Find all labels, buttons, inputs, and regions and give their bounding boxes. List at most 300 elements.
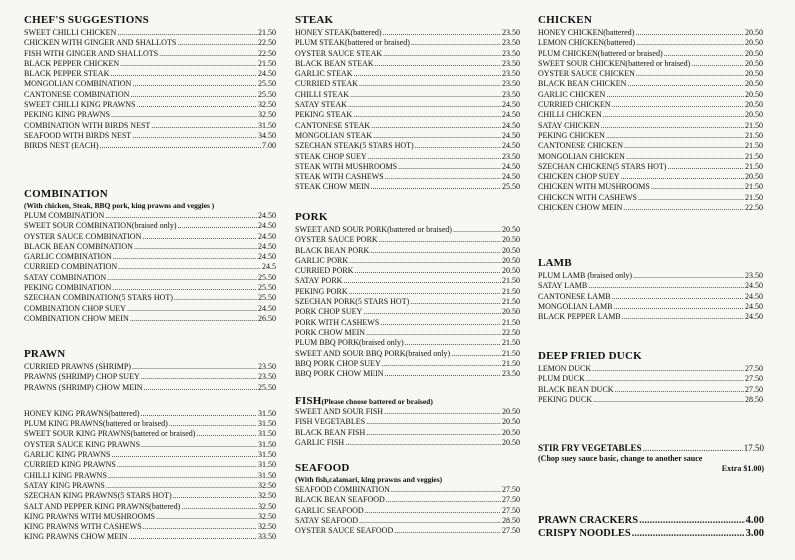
item-name: OYSTER SAUCE PORK bbox=[295, 235, 378, 245]
item-price: 31.50 bbox=[258, 419, 276, 429]
item-name: PLUM CHICKEN(battered or braised) bbox=[538, 48, 663, 58]
item-name: LEMON DUCK bbox=[538, 364, 592, 373]
item-price: 23.50 bbox=[502, 89, 520, 99]
steak-section bbox=[295, 14, 520, 193]
menu-item bbox=[24, 532, 276, 542]
item-name: SZECHAN KING PRAWNS(5 STARS HOT) bbox=[24, 491, 172, 501]
menu-item bbox=[538, 203, 763, 213]
item-name: CHILLI CHICKEN bbox=[538, 110, 602, 120]
item-price: 27.50 bbox=[502, 485, 520, 494]
item-price: 4.00 bbox=[745, 515, 764, 526]
item-name: CANTONESE STEAK bbox=[295, 120, 371, 130]
menu-item bbox=[295, 110, 520, 120]
prawn-section bbox=[24, 348, 276, 543]
menu-item bbox=[538, 152, 763, 162]
leader-dots bbox=[144, 383, 257, 393]
menu-list bbox=[295, 407, 520, 448]
menu-item bbox=[295, 407, 520, 417]
leader-dots bbox=[130, 314, 257, 324]
menu-item bbox=[24, 362, 276, 372]
leader-dots bbox=[391, 485, 501, 495]
menu-item bbox=[538, 312, 763, 322]
item-name: BLACK PEPPER STEAK bbox=[24, 69, 110, 79]
item-price: 24.50 bbox=[745, 312, 763, 322]
menu-item bbox=[295, 328, 520, 338]
leader-dots bbox=[365, 506, 501, 516]
item-name: GARLIC FISH bbox=[295, 437, 345, 447]
item-price: 24.50 bbox=[502, 161, 520, 171]
menu-item bbox=[295, 225, 520, 235]
menu-item bbox=[538, 271, 763, 281]
menu-item bbox=[538, 443, 764, 454]
leader-dots bbox=[174, 293, 257, 303]
item-name: CHICKCN WITH CASHEWS bbox=[538, 192, 637, 202]
leader-dots bbox=[132, 362, 257, 372]
menu-item bbox=[538, 100, 763, 110]
item-name: SATAY STEAK bbox=[295, 100, 347, 110]
leader-dots bbox=[118, 262, 261, 272]
menu-item bbox=[295, 152, 520, 162]
menu-item bbox=[295, 90, 520, 100]
item-price: 24.50 bbox=[745, 281, 763, 291]
item-price: 26.50 bbox=[258, 313, 276, 323]
item-name: PLUM STEAK(battered or braised) bbox=[295, 38, 410, 48]
leader-dots bbox=[651, 182, 744, 192]
leader-dots bbox=[627, 79, 744, 89]
item-name: SATAY KING PRAWNS bbox=[24, 480, 105, 490]
leader-dots bbox=[451, 349, 501, 359]
leader-dots bbox=[410, 297, 501, 307]
item-price: 21.50 bbox=[745, 192, 763, 202]
item-name: SWEET CHILLI KING PRAWNS bbox=[24, 100, 136, 110]
item-price: 31.50 bbox=[258, 450, 276, 460]
menu-item bbox=[538, 141, 763, 151]
item-price: 27.50 bbox=[502, 526, 520, 536]
item-price: 25.50 bbox=[258, 283, 276, 293]
item-name: FISH WITH GINGER AND SHALLOTS bbox=[24, 48, 159, 58]
leader-dots bbox=[593, 395, 744, 405]
item-price: 21.50 bbox=[502, 338, 520, 348]
menu-item bbox=[24, 232, 276, 242]
item-price: 24.50 bbox=[258, 69, 276, 79]
item-price: 34.50 bbox=[258, 130, 276, 140]
menu-item bbox=[24, 28, 276, 38]
menu-item bbox=[295, 297, 520, 307]
menu-item bbox=[538, 302, 763, 312]
spacer bbox=[24, 393, 276, 409]
leader-dots bbox=[159, 49, 257, 59]
item-price: 23.50 bbox=[502, 38, 520, 48]
menu-item bbox=[24, 242, 276, 252]
item-name: OYSTER SAUCE KING PRAWNS bbox=[24, 439, 141, 449]
item-name: SZECHAN COMBINATION(5 STARS HOT) bbox=[24, 293, 173, 303]
item-price: 21.50 bbox=[502, 297, 520, 307]
item-price: 21.50 bbox=[745, 120, 763, 130]
menu-item bbox=[538, 59, 763, 69]
section-title: DEEP FRIED DUCK bbox=[538, 350, 642, 362]
leader-dots bbox=[375, 59, 501, 69]
item-name: OYSTER SAUCE STEAK bbox=[295, 48, 383, 58]
leader-dots bbox=[132, 79, 257, 89]
item-price: 21.50 bbox=[745, 161, 763, 171]
item-name bbox=[538, 443, 642, 454]
leader-dots bbox=[196, 429, 257, 439]
leader-dots bbox=[113, 252, 257, 262]
leader-dots bbox=[639, 514, 745, 527]
item-name: COMBINATION CHOW MEIN bbox=[24, 313, 129, 323]
leader-dots bbox=[169, 419, 257, 429]
item-price: 32.50 bbox=[258, 491, 276, 501]
menu-item bbox=[24, 429, 276, 439]
menu-item bbox=[295, 121, 520, 131]
extras-section bbox=[538, 514, 764, 540]
item-price: 25.50 bbox=[258, 293, 276, 303]
stir-fry-section bbox=[538, 443, 764, 474]
item-price: 33.50 bbox=[258, 532, 276, 542]
leader-dots bbox=[141, 440, 257, 450]
item-name: CHILLI KING PRAWNS bbox=[24, 470, 107, 480]
section-title: COMBINATION bbox=[24, 188, 108, 200]
item-price: 24.50 bbox=[502, 110, 520, 120]
menu-list bbox=[24, 362, 276, 393]
menu-item bbox=[538, 49, 763, 59]
menu-list bbox=[295, 225, 520, 379]
item-price: 24.50 bbox=[502, 141, 520, 151]
menu-item bbox=[24, 304, 276, 314]
item-name: HONEY STEAK(battered) bbox=[295, 28, 382, 37]
menu-list bbox=[538, 28, 763, 213]
item-price: 20.50 bbox=[502, 407, 520, 416]
item-name: BLACK PEPPER LAMB bbox=[538, 312, 621, 322]
leader-dots bbox=[349, 287, 501, 297]
item-price: 28.50 bbox=[745, 394, 763, 404]
item-name: COMBINATION CHOP SUEY bbox=[24, 303, 126, 313]
menu-item bbox=[538, 79, 763, 89]
menu-item bbox=[538, 385, 763, 395]
item-price: 23.50 bbox=[502, 79, 520, 89]
leader-dots bbox=[373, 131, 501, 141]
leader-dots bbox=[353, 110, 501, 120]
item-name: CANTONESE LAMB bbox=[538, 291, 611, 301]
item-price: 20.50 bbox=[502, 245, 520, 255]
item-price: 20.50 bbox=[502, 255, 520, 265]
item-price: 32.50 bbox=[258, 511, 276, 521]
menu-item bbox=[24, 372, 276, 382]
item-name: PLUM DUCK bbox=[538, 374, 585, 384]
menu-item bbox=[295, 428, 520, 438]
leader-dots bbox=[411, 38, 501, 48]
leader-dots bbox=[691, 59, 744, 69]
menu-item bbox=[24, 69, 276, 79]
item-name: BLACK BEAN PORK bbox=[295, 245, 370, 255]
item-name: PEKING CHICKEN bbox=[538, 130, 605, 140]
item-price: 21.50 bbox=[745, 151, 763, 161]
leader-dots bbox=[110, 69, 257, 79]
item-price: 21.50 bbox=[502, 276, 520, 286]
item-price: 24.5 bbox=[262, 262, 276, 272]
menu-item bbox=[295, 235, 520, 245]
menu-item bbox=[24, 471, 276, 481]
item-price: 17.50 bbox=[743, 443, 764, 453]
leader-dots bbox=[664, 49, 744, 59]
leader-dots bbox=[130, 90, 257, 100]
item-name: CURRIED COMBINATION bbox=[24, 262, 118, 272]
menu-item bbox=[538, 395, 763, 405]
item-price: 31.50 bbox=[258, 429, 276, 439]
leader-dots bbox=[141, 372, 257, 382]
menu-item bbox=[538, 131, 763, 141]
leader-dots bbox=[382, 359, 501, 369]
item-name: KING PRAWNS WITH MUSHROOMS bbox=[24, 511, 155, 521]
leader-dots bbox=[366, 328, 501, 338]
item-price: 20.50 bbox=[745, 58, 763, 68]
menu-item bbox=[295, 182, 520, 192]
menu-item bbox=[295, 59, 520, 69]
duck-section bbox=[538, 350, 763, 405]
menu-list bbox=[538, 514, 764, 540]
item-price: 23.50 bbox=[745, 271, 763, 280]
leader-dots bbox=[127, 304, 257, 314]
item-price: 22.50 bbox=[745, 203, 763, 213]
leader-dots bbox=[173, 491, 257, 501]
menu-item bbox=[295, 28, 520, 38]
item-name: PEKING KING PRAWNS bbox=[24, 110, 111, 120]
item-price: 23.50 bbox=[502, 48, 520, 58]
leader-dots bbox=[384, 407, 501, 417]
menu-item bbox=[295, 256, 520, 266]
menu-item bbox=[538, 514, 764, 527]
item-name: STEAK CHOW MEIN bbox=[295, 182, 370, 192]
item-name: SWEET AND SOUR PORK(battered or braised) bbox=[295, 225, 452, 234]
menu-item bbox=[295, 172, 520, 182]
item-price: 23.50 bbox=[502, 58, 520, 68]
leader-dots bbox=[622, 312, 744, 322]
menu-item bbox=[24, 79, 276, 89]
combination-section bbox=[24, 188, 276, 324]
item-price: 23.50 bbox=[502, 369, 520, 379]
item-price: 32.50 bbox=[258, 501, 276, 511]
item-price: 24.50 bbox=[502, 172, 520, 182]
leader-dots bbox=[177, 38, 257, 48]
menu-list bbox=[538, 364, 763, 405]
item-price: 21.50 bbox=[258, 58, 276, 68]
leader-dots bbox=[638, 193, 744, 203]
leader-dots bbox=[354, 266, 501, 276]
menu-item bbox=[538, 182, 763, 192]
leader-dots bbox=[349, 256, 501, 266]
item-price: 20.50 bbox=[745, 48, 763, 58]
item-price: 20.50 bbox=[502, 235, 520, 245]
item-price: 23.50 bbox=[502, 28, 520, 37]
item-price: 25.50 bbox=[502, 182, 520, 192]
item-name: CURRIED CHICKEN bbox=[538, 100, 611, 110]
leader-dots bbox=[606, 90, 744, 100]
item-price: 24.50 bbox=[745, 291, 763, 301]
item-name: STEAK WITH CASHEWS bbox=[295, 172, 384, 182]
menu-item bbox=[538, 28, 763, 38]
menu-item bbox=[295, 69, 520, 79]
leader-dots bbox=[394, 526, 501, 536]
leader-dots bbox=[386, 495, 501, 505]
item-name: MONGOLIAN STEAK bbox=[295, 130, 373, 140]
leader-dots bbox=[366, 417, 501, 427]
item-price: 20.50 bbox=[502, 437, 520, 447]
leader-dots bbox=[143, 522, 257, 532]
menu-item bbox=[538, 121, 763, 131]
item-name: BBQ PORK CHOW MEIN bbox=[295, 369, 384, 379]
item-price: 27.50 bbox=[745, 374, 763, 384]
section-note: (With fish,calamari, king prawns and veggies) bbox=[295, 475, 443, 484]
item-price: 22.50 bbox=[258, 38, 276, 48]
menu-list bbox=[24, 409, 276, 543]
item-price: 20.50 bbox=[502, 225, 520, 234]
item-price: 25.50 bbox=[258, 89, 276, 99]
item-name: SEAFOOD WITH BIRDS NEST bbox=[24, 130, 132, 140]
section-title: CHEF'S SUGGESTIONS bbox=[24, 14, 149, 26]
leader-dots bbox=[178, 221, 257, 231]
leader-dots bbox=[350, 90, 501, 100]
item-price: 20.50 bbox=[745, 38, 763, 48]
leader-dots bbox=[636, 38, 744, 48]
section-title: PRAWN bbox=[24, 348, 66, 360]
item-price: 21.50 bbox=[258, 28, 276, 37]
item-name: PLUM COMBINATION bbox=[24, 211, 105, 220]
menu-item bbox=[538, 90, 763, 100]
item-price: 31.50 bbox=[258, 408, 276, 418]
leader-dots bbox=[368, 152, 501, 162]
leader-dots bbox=[623, 203, 744, 213]
leader-dots bbox=[370, 246, 501, 256]
item-name: CURRIED PORK bbox=[295, 266, 354, 276]
menu-item bbox=[24, 110, 276, 120]
leader-dots bbox=[405, 338, 501, 348]
item-name: OYSTER SAUCE CHICKEN bbox=[538, 69, 635, 79]
item-price: 20.50 bbox=[745, 28, 763, 37]
item-name: LEMON CHICKEN(battered) bbox=[538, 38, 636, 48]
leader-dots bbox=[359, 516, 501, 526]
item-name: OYSTER SAUCE COMBINATION bbox=[24, 231, 142, 241]
menu-item bbox=[295, 526, 520, 536]
menu-list bbox=[24, 211, 276, 324]
item-name: CHICKEN CHOP SUEY bbox=[538, 172, 620, 182]
item-price: 25.50 bbox=[258, 272, 276, 282]
item-name: CANTONESE CHICKEN bbox=[538, 141, 623, 151]
item-name: FISH VEGETABLES bbox=[295, 417, 366, 427]
item-price: 32.50 bbox=[258, 100, 276, 110]
item-price: 20.50 bbox=[745, 89, 763, 99]
item-price: 27.50 bbox=[502, 495, 520, 505]
item-name: CURRIED STEAK bbox=[295, 79, 358, 89]
menu-item bbox=[295, 49, 520, 59]
leader-dots bbox=[383, 49, 501, 59]
item-name: SWEET SOUR COMBINATION(braised only) bbox=[24, 221, 177, 231]
menu-item bbox=[24, 100, 276, 110]
item-price: 27.50 bbox=[502, 505, 520, 515]
item-name: CURRIED PRAWNS (SHRIMP) bbox=[24, 362, 131, 371]
menu-item bbox=[538, 162, 763, 172]
item-price: 24.50 bbox=[258, 303, 276, 313]
item-name: SALT AND PEPPER KING PRAWNS(battered) bbox=[24, 501, 181, 511]
leader-dots bbox=[343, 276, 501, 286]
item-price: 24.50 bbox=[502, 100, 520, 110]
menu-item bbox=[295, 349, 520, 359]
item-name: SATAY CHICKEN bbox=[538, 120, 600, 130]
item-price: 24.50 bbox=[258, 231, 276, 241]
leader-dots bbox=[345, 438, 501, 448]
menu-item bbox=[295, 162, 520, 172]
item-name: BLACK BEAN SEAFOOD bbox=[295, 495, 385, 505]
item-price: 20.50 bbox=[745, 79, 763, 89]
leader-dots bbox=[601, 121, 744, 131]
item-price: 20.50 bbox=[502, 417, 520, 427]
leader-dots bbox=[108, 471, 257, 481]
item-name: SWEET SOUR CHICKEN(battered or braised) bbox=[538, 58, 691, 68]
leader-dots bbox=[105, 211, 257, 221]
item-name: PEKING DUCK bbox=[538, 394, 592, 404]
item-name: GARLIC KING PRAWNS bbox=[24, 450, 111, 460]
leader-dots bbox=[612, 100, 744, 110]
item-price: 24.50 bbox=[258, 252, 276, 262]
item-name: PRAWNS (SHRIMP) CHOW MEIN bbox=[24, 382, 143, 392]
item-name: HONEY CHICKEN(battered) bbox=[538, 28, 635, 37]
leader-dots bbox=[606, 131, 744, 141]
item-price: 32.50 bbox=[258, 480, 276, 490]
menu-list bbox=[538, 271, 763, 322]
menu-item bbox=[24, 450, 276, 460]
item-name: MONGOLIAN CHICKEN bbox=[538, 151, 625, 161]
menu-item bbox=[24, 121, 276, 131]
menu-item bbox=[24, 491, 276, 501]
menu-item bbox=[538, 527, 764, 540]
menu-item bbox=[295, 246, 520, 256]
menu-item bbox=[538, 281, 763, 291]
item-name: PRAWN CRACKERS bbox=[538, 515, 639, 526]
item-name: PORK CHOW MEIN bbox=[295, 327, 366, 337]
menu-item bbox=[295, 359, 520, 369]
menu-item bbox=[24, 314, 276, 324]
leader-dots bbox=[613, 302, 744, 312]
item-name: PLUM LAMB (braised only) bbox=[538, 271, 632, 280]
menu-item bbox=[295, 318, 520, 328]
leader-dots bbox=[586, 374, 744, 384]
fish-heading bbox=[295, 394, 520, 407]
item-price: 20.50 bbox=[502, 427, 520, 437]
menu-item bbox=[295, 287, 520, 297]
leader-dots bbox=[140, 409, 257, 419]
leader-dots bbox=[643, 443, 743, 454]
fish-section bbox=[295, 394, 520, 448]
item-name: BBQ PORK CHOP SUEY bbox=[295, 358, 381, 368]
item-price: 25.50 bbox=[258, 79, 276, 89]
menu-item bbox=[295, 495, 520, 505]
leader-dots bbox=[151, 121, 257, 131]
item-price: 24.50 bbox=[258, 211, 276, 220]
leader-dots bbox=[142, 232, 257, 242]
item-name: CANTONESE COMBINATION bbox=[24, 89, 130, 99]
item-price: 21.50 bbox=[745, 182, 763, 192]
leader-dots bbox=[385, 369, 501, 379]
item-name: PLUM BBQ PORK(braised only) bbox=[295, 338, 404, 348]
lamb-section bbox=[538, 257, 763, 322]
menu-item bbox=[295, 338, 520, 348]
leader-dots bbox=[621, 172, 745, 182]
menu-item bbox=[24, 460, 276, 470]
item-name: STEAK WITH MUSHROOMS bbox=[295, 161, 398, 171]
item-price: 23.50 bbox=[502, 151, 520, 161]
stir-fry-note: (Chop suey sauce basic, change to another sauce bbox=[538, 454, 703, 463]
item-name: MONGOLIAN COMBINATION bbox=[24, 79, 132, 89]
leader-dots bbox=[112, 283, 257, 293]
